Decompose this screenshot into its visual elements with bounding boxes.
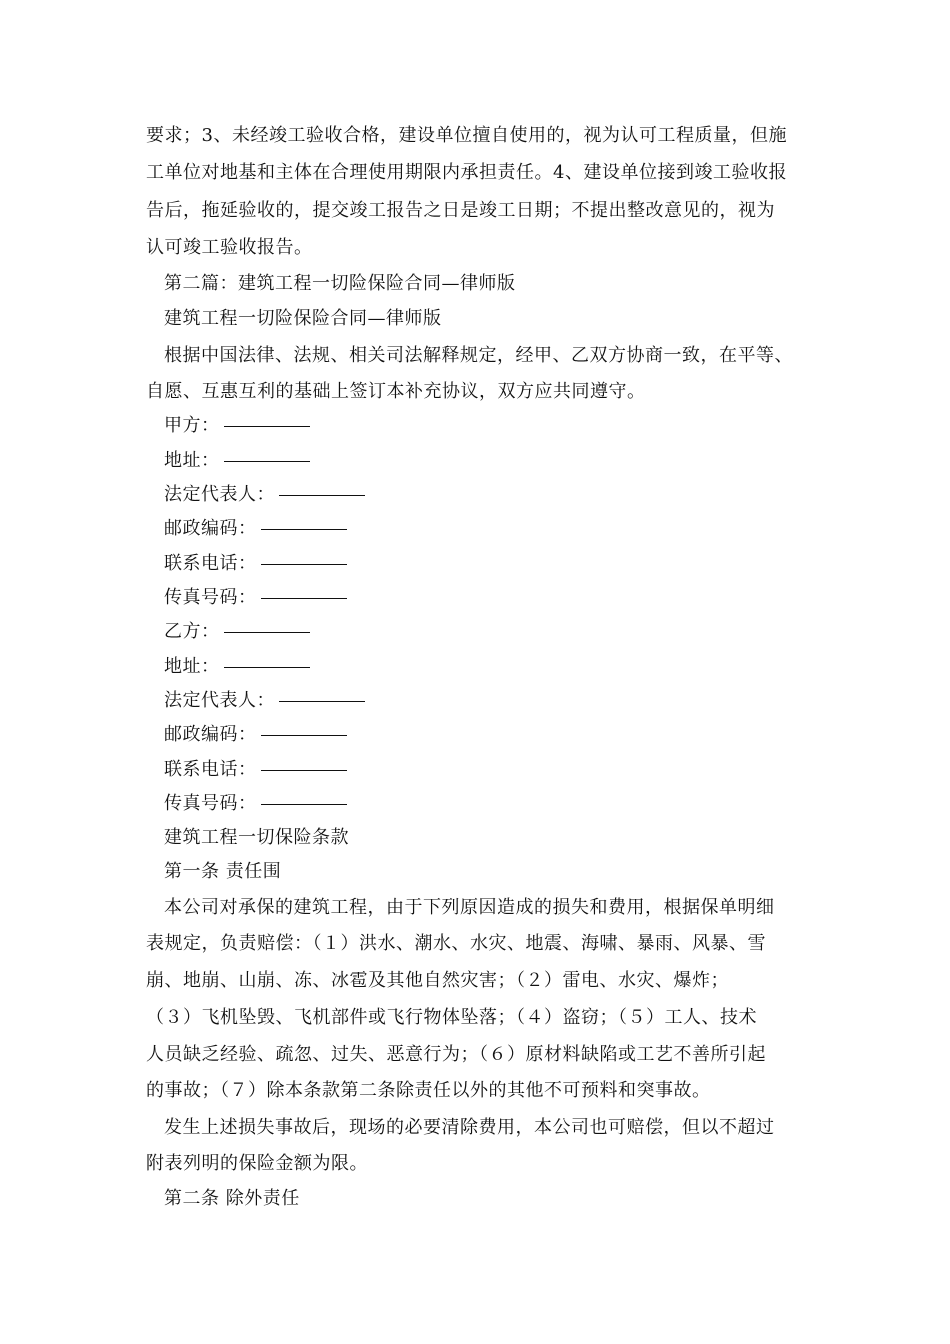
blank-line	[261, 769, 347, 771]
party-a-field	[164, 449, 310, 473]
party-a-field	[164, 483, 365, 507]
article-line: 附表列明的保险金额为限。	[146, 1153, 368, 1174]
field-label: 地址：	[164, 656, 220, 677]
article-title: 第一条 责任围	[164, 861, 282, 882]
article-line: 崩、地崩、山崩、冻、冰雹及其他自然灾害；（２）雷电、水灾、爆炸；	[146, 970, 729, 991]
party-a-field	[164, 586, 347, 610]
field-label: 邮政编码：	[164, 518, 257, 539]
body-line: 工单位对地基和主体在合理使用期限内承担责任。4、建设单位接到竣工验收报	[146, 162, 787, 183]
section-title: 第二篇：建筑工程一切险保险合同—律师版	[164, 273, 516, 294]
field-label: 法定代表人：	[164, 484, 275, 505]
clauses-title: 建筑工程一切保险条款	[164, 827, 349, 848]
party-a-field	[164, 517, 347, 541]
party-a-field	[164, 414, 310, 438]
field-label: 邮政编码：	[164, 724, 257, 745]
party-b-field	[164, 689, 365, 713]
article-line: 本公司对承保的建筑工程，由于下列原因造成的损失和费用，根据保单明细	[164, 897, 775, 918]
blank-line	[261, 528, 347, 530]
intro-line: 根据中国法律、法规、相关司法解释规定，经甲、乙双方协商一致，在平等、	[164, 345, 793, 366]
contract-title: 建筑工程一切险保险合同—律师版	[164, 308, 442, 329]
field-label: 联系电话：	[164, 759, 257, 780]
blank-line	[224, 425, 310, 427]
blank-line	[261, 597, 347, 599]
party-b-field	[164, 758, 347, 782]
article-line: （３）飞机坠毁、飞机部件或飞行物体坠落；（４）盗窃；（５）工人、技术	[146, 1007, 757, 1028]
blank-line	[224, 631, 310, 633]
body-line: 要求；3、未经竣工验收合格，建设单位擅自使用的，视为认可工程质量，但施	[146, 125, 787, 146]
blank-line	[261, 734, 347, 736]
field-label: 传真号码：	[164, 587, 257, 608]
article-title: 第二条 除外责任	[164, 1188, 300, 1209]
field-label: 法定代表人：	[164, 690, 275, 711]
field-label: 联系电话：	[164, 553, 257, 574]
article-line: 人员缺乏经验、疏忽、过失、恶意行为；（６）原材料缺陷或工艺不善所引起	[146, 1044, 766, 1065]
intro-line: 自愿、互惠互利的基础上签订本补充协议，双方应共同遵守。	[146, 381, 646, 402]
party-b-field	[164, 655, 310, 679]
field-label: 地址：	[164, 450, 220, 471]
article-line: 表规定，负责赔偿：（１）洪水、潮水、水灾、地震、海啸、暴雨、风暴、雪	[146, 933, 766, 954]
article-line: 的事故；（７）除本条款第二条除责任以外的其他不可预料和突事故。	[146, 1080, 711, 1101]
party-a-field	[164, 552, 347, 576]
article-line: 发生上述损失事故后，现场的必要清除费用，本公司也可赔偿，但以不超过	[164, 1117, 775, 1138]
blank-line	[224, 460, 310, 462]
field-label: 传真号码：	[164, 793, 257, 814]
blank-line	[261, 563, 347, 565]
blank-line	[224, 666, 310, 668]
field-label: 甲方：	[164, 415, 220, 436]
party-b-field	[164, 620, 310, 644]
body-line: 告后，拖延验收的，提交竣工报告之日是竣工日期；不提出整改意见的，视为	[146, 200, 775, 221]
blank-line	[261, 803, 347, 805]
blank-line	[279, 700, 365, 702]
field-label: 乙方：	[164, 621, 220, 642]
body-line: 认可竣工验收报告。	[146, 237, 313, 258]
party-b-field	[164, 723, 347, 747]
party-b-field	[164, 792, 347, 816]
blank-line	[279, 494, 365, 496]
